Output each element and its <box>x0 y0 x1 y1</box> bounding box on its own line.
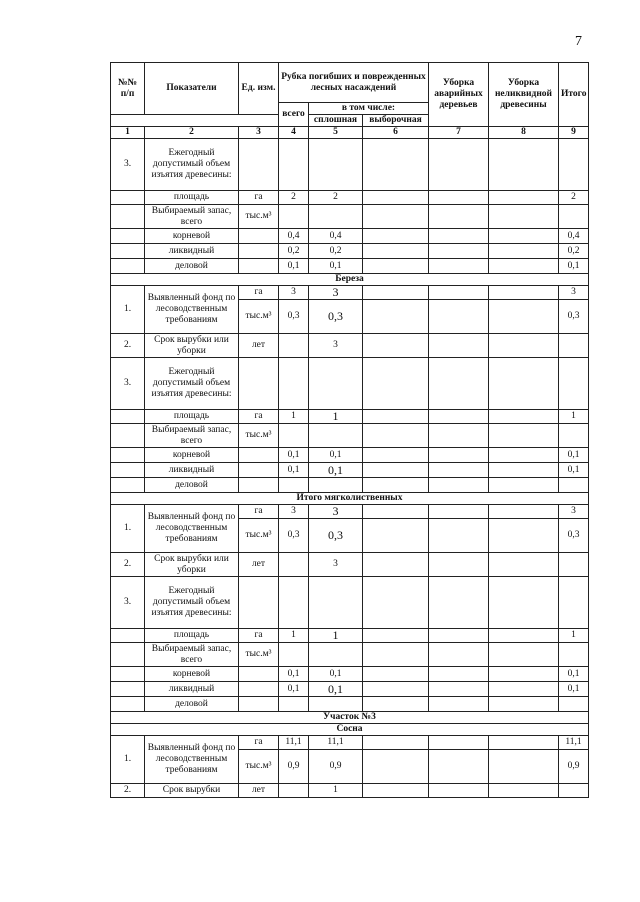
header-including: в том числе: <box>309 103 429 115</box>
header-blank <box>111 115 279 127</box>
section-title: Береза <box>111 274 589 286</box>
row-unit: тыс.м³ <box>239 750 279 784</box>
cell-itogo: 3 <box>559 505 589 519</box>
cell-total: 3 <box>279 286 309 300</box>
cell-itogo: 3 <box>559 286 589 300</box>
row-label: ликвидный <box>145 463 239 478</box>
cell-total: 1 <box>279 629 309 643</box>
row-number: 3. <box>111 358 145 410</box>
section-row <box>111 274 589 286</box>
header-num: №№ п/п <box>111 63 145 115</box>
cell-sploshnaya: 0,1 <box>309 259 363 274</box>
cell-sploshnaya: 3 <box>309 505 363 519</box>
section-title: Итого мягколиственных <box>111 493 589 505</box>
cell-total: 0,1 <box>279 463 309 478</box>
cell-sploshnaya: 3 <box>309 286 363 300</box>
row-number: 1. <box>111 736 145 784</box>
table-row <box>111 424 589 448</box>
cell-itogo: 0,1 <box>559 667 589 682</box>
cell-sploshnaya: 0,1 <box>309 667 363 682</box>
header-indicators: Показатели <box>145 63 239 115</box>
forest-cutting-table <box>110 62 589 798</box>
cell-sploshnaya: 3 <box>309 553 363 577</box>
cell-sploshnaya: 0,1 <box>309 448 363 463</box>
column-numbers-row <box>111 127 589 139</box>
row-label: Ежегодный допустимый объем изъятия древесины: <box>145 358 239 410</box>
table-row <box>111 682 589 697</box>
table-row <box>111 643 589 667</box>
row-label: корневой <box>145 667 239 682</box>
cell-total: 0,2 <box>279 244 309 259</box>
section-title: Участок №3 <box>111 712 589 724</box>
table-row <box>111 697 589 712</box>
cell-sploshnaya: 0,1 <box>309 682 363 697</box>
table-row <box>111 286 589 300</box>
cell-sploshnaya: 2 <box>309 191 363 205</box>
section-title: Сосна <box>111 724 589 736</box>
row-number: 2. <box>111 553 145 577</box>
cell-sploshnaya: 0,1 <box>309 463 363 478</box>
header-sploshnaya: сплошная <box>309 115 363 127</box>
row-number: 2. <box>111 334 145 358</box>
row-unit: лет <box>239 784 279 798</box>
row-unit: лет <box>239 553 279 577</box>
cell-itogo: 0,1 <box>559 448 589 463</box>
row-unit: тыс.м³ <box>239 424 279 448</box>
cell-sploshnaya: 0,3 <box>309 519 363 553</box>
cell-total: 11,1 <box>279 736 309 750</box>
header-col8: Уборка неликвидной древесины <box>489 63 559 127</box>
cell-itogo: 1 <box>559 410 589 424</box>
row-label: Выбираемый запас, всего <box>145 643 239 667</box>
row-label: Выявленный фонд по лесоводственным требованиям <box>145 505 239 553</box>
cell-total: 0,3 <box>279 519 309 553</box>
table-row <box>111 244 589 259</box>
cell-total: 0,3 <box>279 300 309 334</box>
cell-itogo: 0,9 <box>559 750 589 784</box>
table-row <box>111 629 589 643</box>
table-row <box>111 334 589 358</box>
cell-itogo: 1 <box>559 629 589 643</box>
cell-sploshnaya: 11,1 <box>309 736 363 750</box>
table-row <box>111 577 589 629</box>
table-row <box>111 667 589 682</box>
row-label: Выбираемый запас, всего <box>145 205 239 229</box>
row-number: 3. <box>111 139 145 191</box>
row-label: площадь <box>145 191 239 205</box>
cell-sploshnaya: 1 <box>309 784 363 798</box>
row-label: Ежегодный допустимый объем изъятия древесины: <box>145 577 239 629</box>
row-unit: лет <box>239 334 279 358</box>
row-label: площадь <box>145 629 239 643</box>
table-row <box>111 229 589 244</box>
header-vsego: всего <box>279 103 309 127</box>
row-label: Выявленный фонд по лесоводственным требованиям <box>145 736 239 784</box>
cell-total: 0,9 <box>279 750 309 784</box>
row-number: 2. <box>111 784 145 798</box>
cell-total: 0,1 <box>279 667 309 682</box>
table-row <box>111 553 589 577</box>
section-row <box>111 493 589 505</box>
row-label: Выявленный фонд по лесоводственным требованиям <box>145 286 239 334</box>
table-row <box>111 448 589 463</box>
row-number: 3. <box>111 577 145 629</box>
col-number: 8 <box>489 127 559 139</box>
table-row <box>111 736 589 750</box>
col-number: 6 <box>363 127 429 139</box>
header-vyborochnaya: выборочная <box>363 115 429 127</box>
col-number: 2 <box>145 127 239 139</box>
row-unit: га <box>239 505 279 519</box>
header-group: Рубка погибших и поврежденных лесных насаждений <box>279 63 429 103</box>
header-col7: Уборка аварийных деревьев <box>429 63 489 127</box>
table-row <box>111 463 589 478</box>
table-row <box>111 478 589 493</box>
col-number: 3 <box>239 127 279 139</box>
cell-total: 0,1 <box>279 259 309 274</box>
row-unit: тыс.м³ <box>239 300 279 334</box>
row-unit: га <box>239 286 279 300</box>
cell-sploshnaya: 0,9 <box>309 750 363 784</box>
cell-sploshnaya: 0,3 <box>309 300 363 334</box>
row-unit: тыс.м³ <box>239 643 279 667</box>
table-row <box>111 784 589 798</box>
table-row <box>111 505 589 519</box>
cell-itogo: 2 <box>559 191 589 205</box>
header-total: Итого <box>559 63 589 127</box>
col-number: 9 <box>559 127 589 139</box>
page-number: 7 <box>575 34 582 49</box>
row-label: деловой <box>145 259 239 274</box>
row-unit: га <box>239 410 279 424</box>
header-row-1 <box>111 63 589 83</box>
row-unit: тыс.м³ <box>239 519 279 553</box>
row-label: Срок вырубки или уборки <box>145 553 239 577</box>
col-number: 1 <box>111 127 145 139</box>
section-row <box>111 724 589 736</box>
cell-itogo: 11,1 <box>559 736 589 750</box>
cell-itogo: 0,4 <box>559 229 589 244</box>
cell-sploshnaya: 0,2 <box>309 244 363 259</box>
cell-itogo: 0,3 <box>559 300 589 334</box>
table-row <box>111 205 589 229</box>
row-label: деловой <box>145 478 239 493</box>
row-label: Выбираемый запас, всего <box>145 424 239 448</box>
row-number: 1. <box>111 286 145 334</box>
cell-itogo: 0,2 <box>559 244 589 259</box>
cell-total: 1 <box>279 410 309 424</box>
cell-itogo: 0,1 <box>559 259 589 274</box>
section-row <box>111 712 589 724</box>
cell-sploshnaya: 0,4 <box>309 229 363 244</box>
row-label: ликвидный <box>145 682 239 697</box>
col-number: 4 <box>279 127 309 139</box>
row-unit: тыс.м³ <box>239 205 279 229</box>
table-row <box>111 139 589 191</box>
row-unit: га <box>239 736 279 750</box>
cell-total: 0,4 <box>279 229 309 244</box>
cell-itogo: 0,3 <box>559 519 589 553</box>
table-row <box>111 358 589 410</box>
table-row <box>111 410 589 424</box>
row-unit: га <box>239 629 279 643</box>
cell-total: 3 <box>279 505 309 519</box>
row-label: ликвидный <box>145 244 239 259</box>
cell-itogo: 0,1 <box>559 682 589 697</box>
col-number: 5 <box>309 127 363 139</box>
cell-total: 0,1 <box>279 682 309 697</box>
cell-total: 2 <box>279 191 309 205</box>
header-unit: Ед. изм. <box>239 63 279 115</box>
cell-sploshnaya: 1 <box>309 629 363 643</box>
row-unit: га <box>239 191 279 205</box>
row-number: 1. <box>111 505 145 553</box>
cell-total: 0,1 <box>279 448 309 463</box>
cell-sploshnaya: 3 <box>309 334 363 358</box>
row-label: деловой <box>145 697 239 712</box>
cell-itogo: 0,1 <box>559 463 589 478</box>
row-label: корневой <box>145 229 239 244</box>
col-number: 7 <box>429 127 489 139</box>
row-label: Ежегодный допустимый объем изъятия древесины: <box>145 139 239 191</box>
row-label: Срок вырубки или уборки <box>145 334 239 358</box>
cell-sploshnaya: 1 <box>309 410 363 424</box>
row-label: Срок вырубки <box>145 784 239 798</box>
row-label: площадь <box>145 410 239 424</box>
row-label: корневой <box>145 448 239 463</box>
table-row <box>111 259 589 274</box>
table-row <box>111 191 589 205</box>
